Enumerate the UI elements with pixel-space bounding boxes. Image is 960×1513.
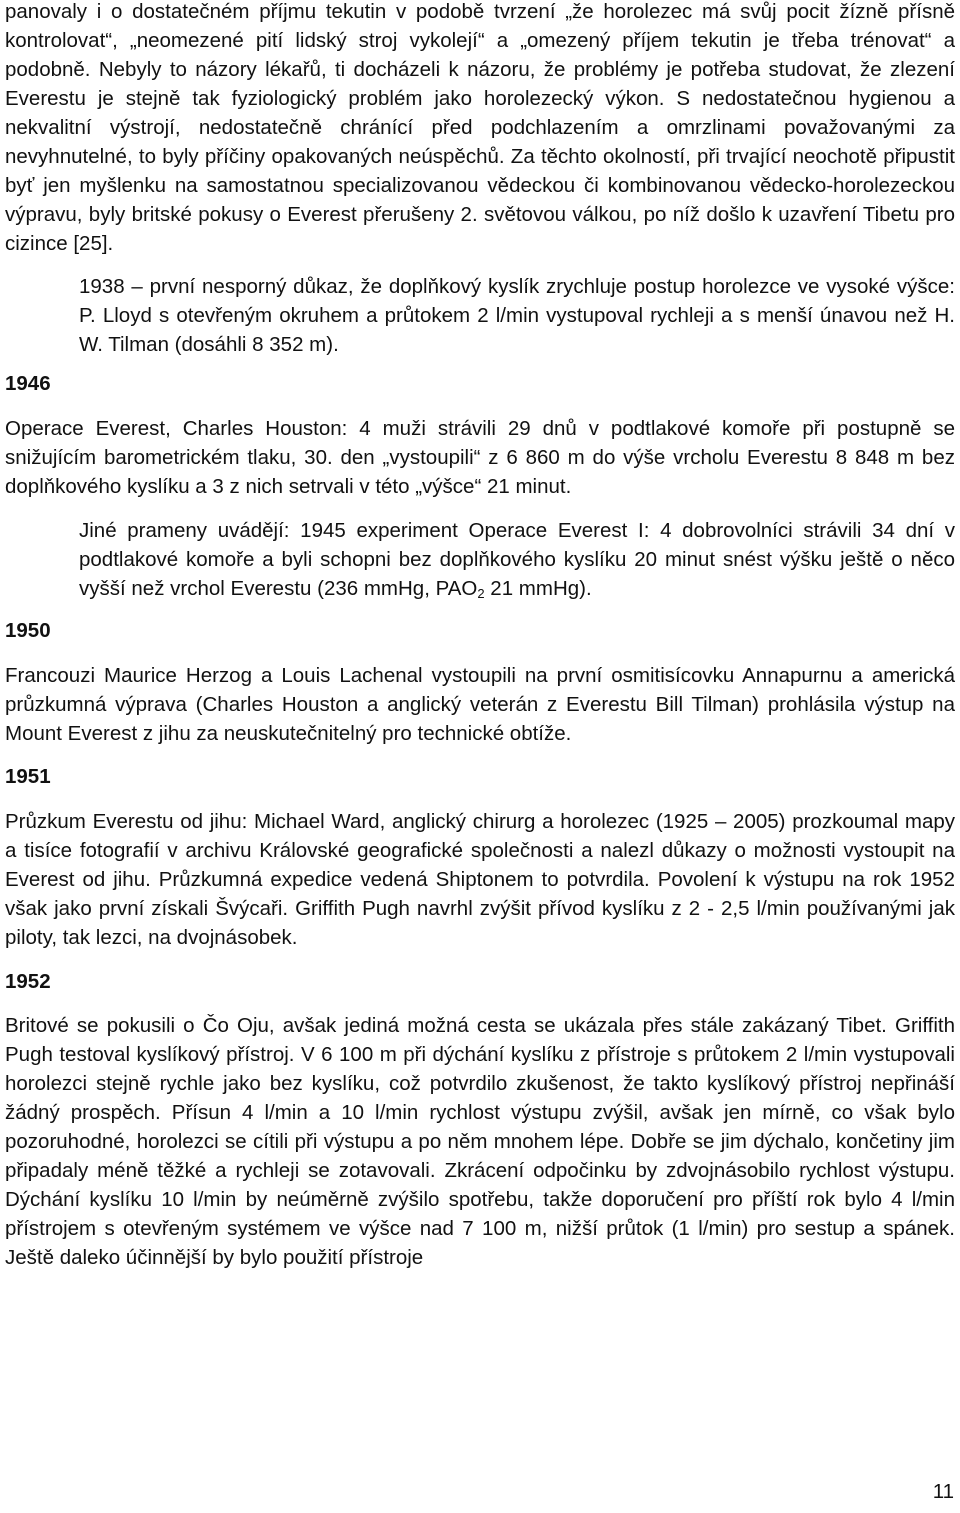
year-heading-1952: 1952 <box>5 970 51 993</box>
paragraph-1951: Průzkum Everestu od jihu: Michael Ward, anglický chirurg a horolezec (1925 ‒ 2005) prozkoumal mapy a tisíce fotografií v archivu Královské geografické společnosti a nalezl důkazy o možnosti vystoupit na Everest od jihu. Průzkumná expedice vedená Shiptonem to potvrdila. Povolení k výstupu na rok 1952 však jako první získali Švýcaři. Griffith Pugh navrhl zvýšit přívod kyslíku z 2 - 2,5 l/min používanými jak piloty, tak lezci, na dvojnásobek. <box>5 810 955 949</box>
year-heading-1946: 1946 <box>5 372 51 395</box>
paragraph-1950: Francouzi Maurice Herzog a Louis Lachenal vystoupili na první osmitisícovku Annapurnu a americká průzkumná výprava (Charles Houston a anglický veterán z Everestu Bill Tilman) prohlásila výstup na Mount Everest z jihu za neuskutečnitelný pro technické obtíže. <box>5 664 955 745</box>
paragraph-1938: 1938 ‒ první nesporný důkaz, že doplňkový kyslík zrychluje postup horolezce ve vysoké výšce: P. Lloyd s otevřeným okruhem a průtokem 2 l/min vystupoval rychleji a s menší únavou než H. W. Tilman (dosáhli 8 352 m). <box>79 275 955 356</box>
note-text-end: 21 mmHg). <box>484 577 592 600</box>
note-text-start: Jiné prameny uvádějí: 1945 experiment Operace Everest I: 4 dobrovolníci strávili 34 dní v podtlakové komoře a byli schopni bez doplňkového kyslíku 20 minut snést výšku ještě o něco vyšší než vrchol Everestu (236 mmHg, PAO <box>79 519 955 600</box>
document-page <box>5 0 955 1272</box>
paragraph-1946: Operace Everest, Charles Houston: 4 muži strávili 29 dnů v podtlakové komoře při postupně se snižujícím barometrickém tlaku, 30. den „vystoupili“ z 6 860 m do výše vrcholu Everestu 8 848 m bez doplňkového kyslíku a 3 z nich setrvali v této „výšce“ 21 minut. <box>5 417 955 498</box>
subscript-2: 2 <box>477 586 485 601</box>
year-heading-1951: 1951 <box>5 765 51 788</box>
intro-paragraph: panovaly i o dostatečném příjmu tekutin v podobě tvrzení „že horolezec má svůj pocit žízně přísně kontrolovat“, „neomezené pití lidský stroj vykolejí“ a „omezený příjem tekutin je třeba trénovat“ a podobně. Nebyly to názory lékařů, ti docházeli k názoru, že problémy je potřeba studovat, že zlezení Everestu je stejně tak fyziologický problém jako horolezecký výkon. S nedostatečnou hygienou a nekvalitní výstrojí, nedostatečně chránící před podchlazením a omrzlinami považovanými za nevyhnutelné, to byly příčiny opakovaných neúspěchů. Za těchto okolností, při trvající neochotě připustit byť jen myšlenku na samostatnou specializovanou vědeckou či kombinovanou vědecko-horolezeckou výpravu, byly britské pokusy o Everest přerušeny 2. světovou válkou, po níž došlo k uzavření Tibetu pro cizince [25]. <box>5 0 955 255</box>
paragraph-1952: Britové se pokusili o Čo Oju, avšak jediná možná cesta se ukázala přes stále zakázaný Tibet. Griffith Pugh testoval kyslíkový přístroj. V 6 100 m při dýchání kyslíku z přístroje s průtokem 2 l/min vystupovali horolezci stejně rychle jako bez kyslíku, což potvrdilo zkušenost, že takto kyslíkový přístroj nepřináší žádný prospěch. Přísun 4 l/min a 10 l/min rychlost výstupu zvýšil, avšak jen mírně, co však bylo pozoruhodné, horolezci se cítili při výstupu a po něm mnohem lépe. Dobře se jim dýchalo, končetiny jim připadaly méně těžké a rychleji se zotavovali. Zkrácení odpočinku by zdvojnásobilo rychlost výstupu. Dýchání kyslíku 10 l/min by neúměrně zvýšilo spotřebu, takže doporučení pro příští rok bylo 4 l/min přístrojem s otevřeným systémem ve výšce nad 7 100 m, nižší průtok (1 l/min) pro sestup a spánek. Ještě daleko účinnější by bylo použití přístroje <box>5 1014 955 1269</box>
year-heading-1950: 1950 <box>5 619 51 642</box>
paragraph-1945-note <box>79 516 955 603</box>
page-number: 11 <box>932 1480 954 1503</box>
